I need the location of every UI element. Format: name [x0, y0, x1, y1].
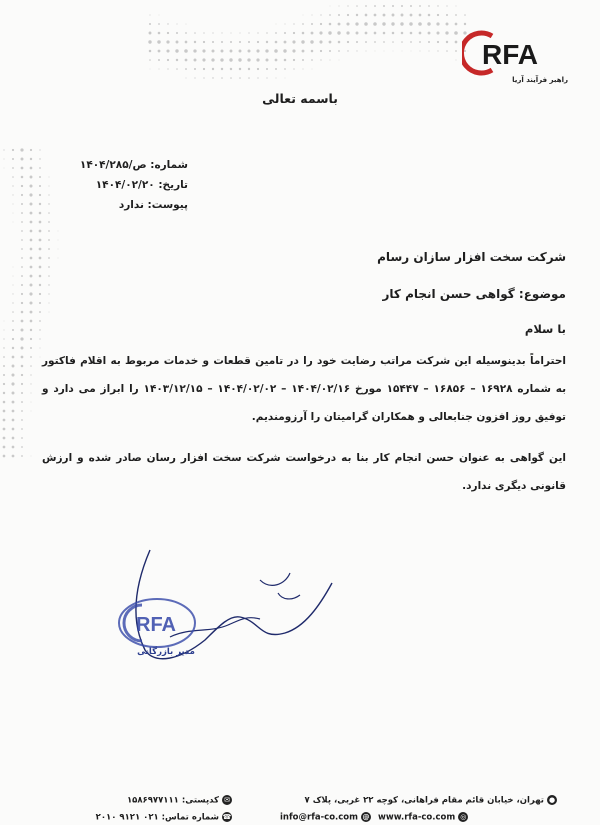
- footer-website-text[interactable]: www.rfa-co.com: [378, 812, 456, 823]
- letter-number: شماره: ص/۱۴۰۴/۲۸۵: [79, 159, 188, 171]
- location-pin-icon: ●: [548, 796, 556, 804]
- company-stamp: [112, 595, 217, 673]
- greeting: با سلام: [524, 322, 566, 336]
- letter-footer: [0, 782, 600, 825]
- mailbox-icon: ✉: [222, 795, 232, 805]
- letter-attachment: پیوست: ندارد: [118, 199, 188, 211]
- letter-date: تاریخ: ۱۴۰۴/۰۲/۲۰: [95, 179, 188, 191]
- globe-icon: ◎: [460, 813, 467, 821]
- rfa-logo-mark: [462, 28, 572, 78]
- email-icon: @: [362, 813, 370, 821]
- subject-line: موضوع: گواهی حسن انجام کار: [382, 287, 566, 301]
- footer-phone-text: شماره تماس: ۰۲۱ ۹۱۲۱ ۲۰۱۰: [95, 812, 219, 823]
- logo-text: RFA: [482, 39, 538, 70]
- letter-body: احتراماً بدینوسیله این شرکت مراتب رضایت خود را در تامین قطعات و خدمات مربوط به اقلام فاکتور به شماره ۱۶۹۲۸ – ۱۶۸۵۶ – ۱۵۴۴۷ مورخ ۱۴۰۴/۰۲/۱۶ – ۱۴۰۴/۰۲/۰۲ – ۱۴۰۳/۱۲/۱۵ را ابراز می دارد و توفیق روز افزون جنابعالی و همکاران گرامیتان را آرزومندیم.: [42, 355, 567, 423]
- footer-email[interactable]: [280, 812, 374, 823]
- stamp-mark: [112, 595, 217, 650]
- stamp-title: مدیر بازرگانی: [137, 647, 195, 657]
- footer-postal-code: [127, 795, 235, 806]
- footer-address: [305, 795, 560, 806]
- recipient: شرکت سخت افزار سازان رسام: [377, 250, 566, 264]
- company-logo: [462, 28, 572, 88]
- footer-address-text: تهران، خیابان قائم مقام فراهانی، کوچه ۲۲ غربی، پلاک ۷: [304, 795, 544, 806]
- basmala-heading: باسمه تعالی: [262, 91, 338, 106]
- footer-phone: [96, 812, 235, 823]
- footer-postal-text: کدپستی: ۱۵۸۶۹۷۷۱۱۱: [126, 795, 219, 806]
- letter-meta: [18, 155, 188, 215]
- footer-email-text[interactable]: info@rfa-co.com: [280, 812, 358, 823]
- logo-tagline: راهبر فرآیند آریا: [512, 76, 568, 84]
- footer-website[interactable]: [378, 812, 471, 823]
- stamp-text: RFA: [136, 614, 176, 636]
- letter-closing: این گواهی به عنوان حسن انجام کار بنا به درخواست شرکت سخت افزار رسان صادر شده و ارزش قانونی دیگری ندارد.: [42, 452, 566, 492]
- phone-icon: ☎: [222, 813, 232, 821]
